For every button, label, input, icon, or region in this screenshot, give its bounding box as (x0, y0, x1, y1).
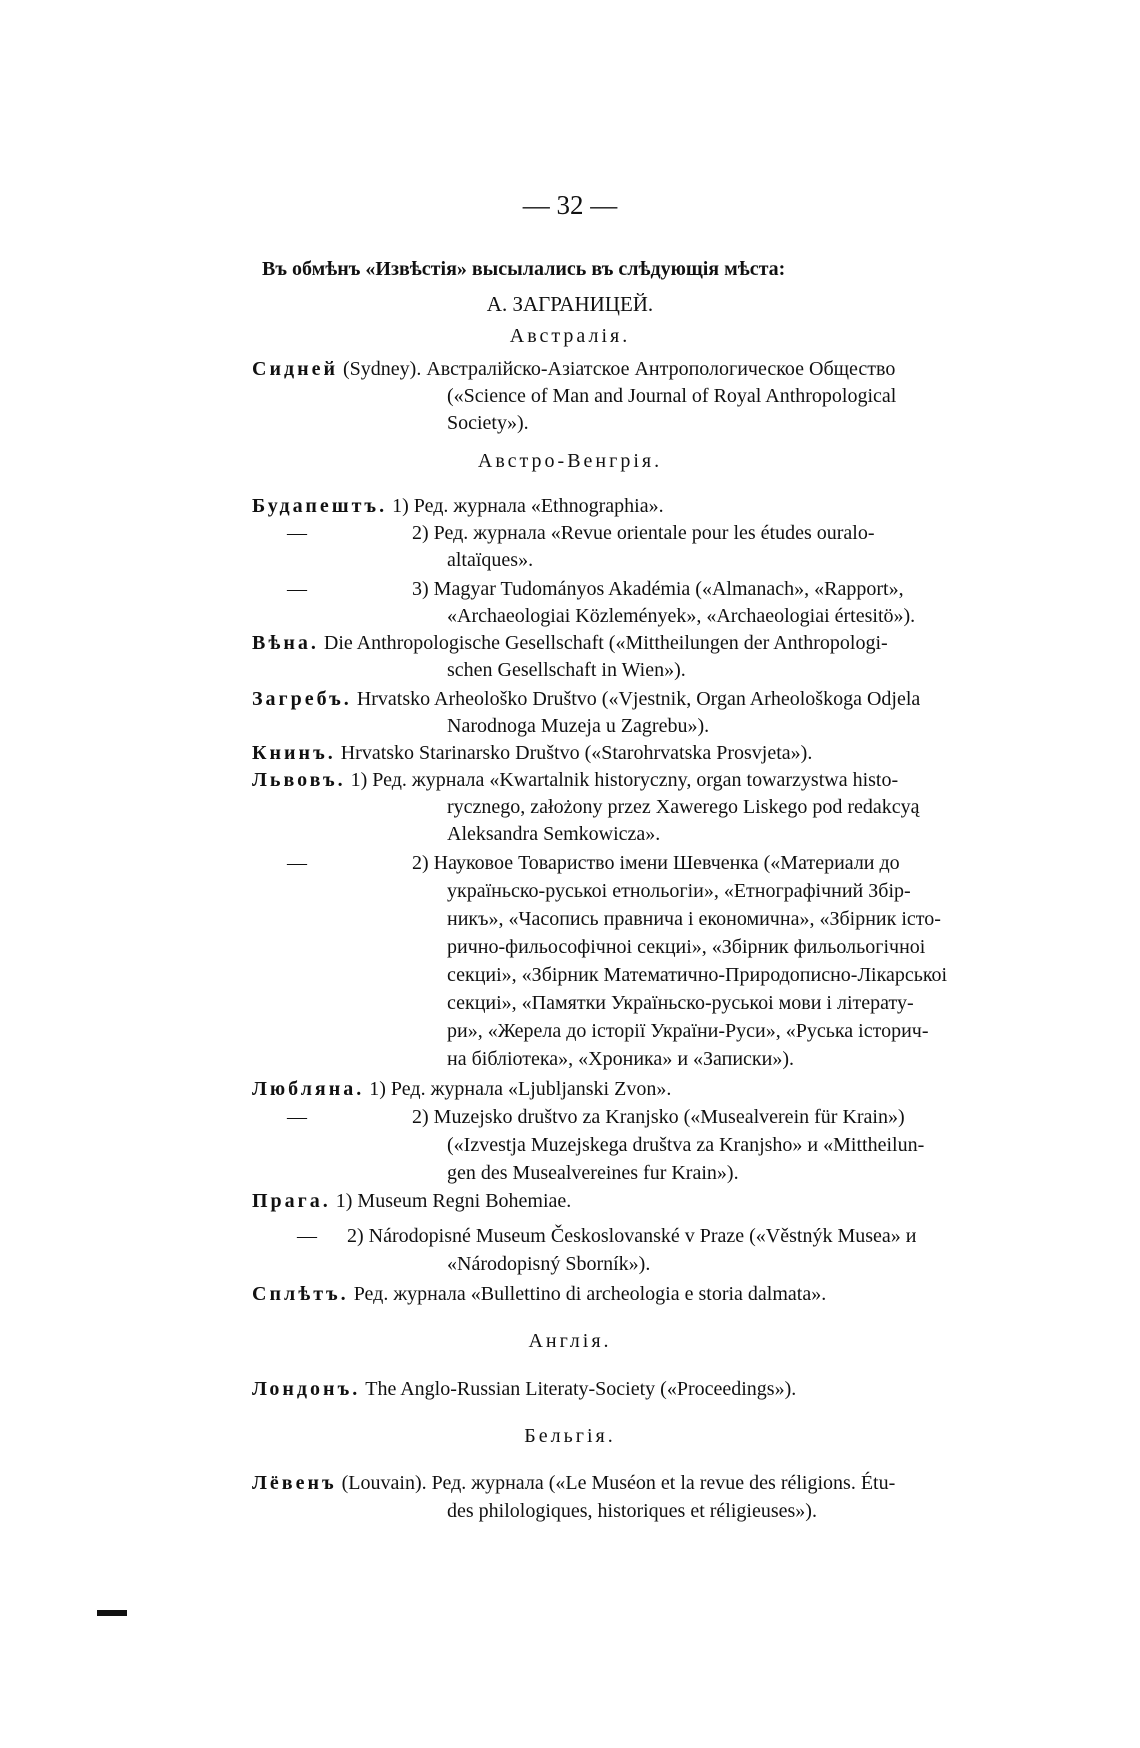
city-budapest: Будапештъ. (252, 495, 388, 517)
lviv-text-2f: секциі», «Памятки Україньско-руськоі мови і літерату- (447, 992, 914, 1014)
sydney-text-3: Society»). (447, 412, 529, 434)
lviv-text-2g: ри», «Жерела до історії України-Руси», «Руська історич- (447, 1020, 929, 1042)
lviv-text-2a: 2) Науковое Товариство імени Шевченка («Материали до (412, 852, 900, 874)
prague-text-1: 1) Museum Regni Bohemiae. (335, 1190, 572, 1212)
prague-text-2a: 2) Národopisné Museum Českoslovanské v Praze («Věstnýk Musea» и (347, 1225, 917, 1247)
entry-knin (252, 742, 812, 765)
lviv-text-2e: секциі», «Збірник Математично-Природописно-Лікарськоі (447, 964, 948, 986)
lviv-text-2c: никъ», «Часопись правнича і економична», «Збірник істо- (447, 908, 941, 930)
lviv-text-2d: рично-фильософічноі секциі», «Збірник фильольогічноі (447, 936, 926, 958)
entry-budapest-line1 (252, 495, 664, 518)
budapest-text-2b: altaïques». (447, 549, 534, 571)
city-prague: Прага. (252, 1190, 331, 1212)
prague-dash-2: — (297, 1225, 317, 1247)
country-heading-england: Англія. (528, 1330, 612, 1352)
entry-split (252, 1283, 826, 1306)
entry-louvain-line1 (252, 1472, 895, 1495)
ljubljana-dash-2: — (287, 1106, 307, 1128)
entry-sydney-line1 (252, 358, 895, 381)
louvain-text-1: (Louvain). Ред. журнала («Le Muséon et la revue des réligions. Étu- (341, 1472, 896, 1494)
city-louvain: Лёвенъ (252, 1472, 337, 1494)
lviv-dash-2: — (287, 852, 307, 874)
ljubljana-text-1: 1) Ред. журнала «Ljubljanski Zvon». (369, 1078, 672, 1100)
london-text-1: The Anglo-Russian Literaty-Society («Proceedings»). (365, 1378, 797, 1400)
zagreb-text-2: Narodnoga Muzeja u Zagrebu»). (447, 715, 710, 737)
city-sydney: Сидней (252, 358, 339, 380)
prague-text-2b: «Národopisný Sborník»). (447, 1253, 651, 1275)
vienna-text-2: schen Gesellschaft in Wien»). (447, 659, 686, 681)
sydney-text-1: (Sydney). Австралійско-Азіатское Антропологическое Общество (343, 358, 896, 380)
lviv-text-2b: україньско-руськоі етнольогіи», «Етнографічний Збір- (447, 880, 911, 902)
printer-mark (97, 1610, 127, 1616)
city-london: Лондонъ. (252, 1378, 361, 1400)
budapest-dash-2: — (287, 522, 307, 544)
section-title: А. ЗАГРАНИЦЕЙ. (486, 292, 654, 316)
entry-london (252, 1378, 796, 1401)
split-text-1: Ред. журнала «Bullettino di archeologia e storia dalmata». (353, 1283, 827, 1305)
city-vienna: Вѣна. (252, 632, 319, 654)
entry-ljubljana-line1 (252, 1078, 671, 1101)
city-ljubljana: Любляна. (252, 1078, 365, 1100)
intro-line: Въ обмѣнъ «Извѣстія» высылались въ слѣдующія мѣста: (262, 258, 786, 280)
city-zagreb: Загребъ. (252, 688, 352, 710)
city-lviv: Львовъ. (252, 769, 346, 791)
page-number: — 32 — (522, 190, 618, 220)
knin-text-1: Hrvatsko Starinarsko Društvo («Starohrvatska Prosvjeta»). (340, 742, 813, 764)
budapest-text-1: 1) Ред. журнала «Ethnographia». (392, 495, 664, 517)
city-knin: Книнъ. (252, 742, 336, 764)
country-heading-australia: Австралія. (509, 325, 631, 347)
entry-zagreb-line1 (252, 688, 920, 711)
entry-vienna-line1 (252, 632, 888, 655)
ljubljana-text-2b: («Izvestja Muzejskega društva za Kranjsho» и «Mittheilun- (447, 1134, 925, 1156)
budapest-text-3a: 3) Magyar Tudományos Akadémia («Almanach», «Rapport», (412, 578, 904, 600)
city-split: Сплѣтъ. (252, 1283, 349, 1305)
lviv-text-2h: на бібліотека», «Хроника» и «Записки»). (447, 1048, 795, 1070)
budapest-text-3b: «Archaeologiai Közlemények», «Archaeologiai értesitö»). (447, 605, 916, 627)
country-heading-belgium: Бельгія. (524, 1425, 616, 1447)
entry-lviv-line1 (252, 769, 898, 792)
louvain-text-2: des philologiques, historiques et réligieuses»). (447, 1500, 817, 1522)
ljubljana-text-2c: gen des Musealvereines fur Krain»). (447, 1162, 739, 1184)
budapest-text-2a: 2) Ред. журнала «Revue orientale pour les études ouralo- (412, 522, 875, 544)
lviv-text-1c: Aleksandra Semkowicza». (447, 823, 661, 845)
budapest-dash-3: — (287, 578, 307, 600)
country-heading-austria: Австро-Венгрія. (477, 450, 663, 472)
zagreb-text-1: Hrvatsko Arheološko Društvo («Vjestnik, Organ Arheološkoga Odjela (356, 688, 921, 710)
lviv-text-1a: 1) Ред. журнала «Kwartalnik historyczny, organ towarzystwa histo- (350, 769, 899, 791)
sydney-text-2: («Science of Man and Journal of Royal Anthropological (447, 385, 897, 407)
lviv-text-1b: rycznego, założony przez Xawerego Liskego pod redakcyą (447, 796, 920, 818)
entry-prague-line1 (252, 1190, 571, 1213)
ljubljana-text-2a: 2) Muzejsko društvo za Kranjsko («Musealverein für Krain») (412, 1106, 905, 1128)
vienna-text-1: Die Anthropologische Gesellschaft («Mittheilungen der Anthropologi- (323, 632, 888, 654)
